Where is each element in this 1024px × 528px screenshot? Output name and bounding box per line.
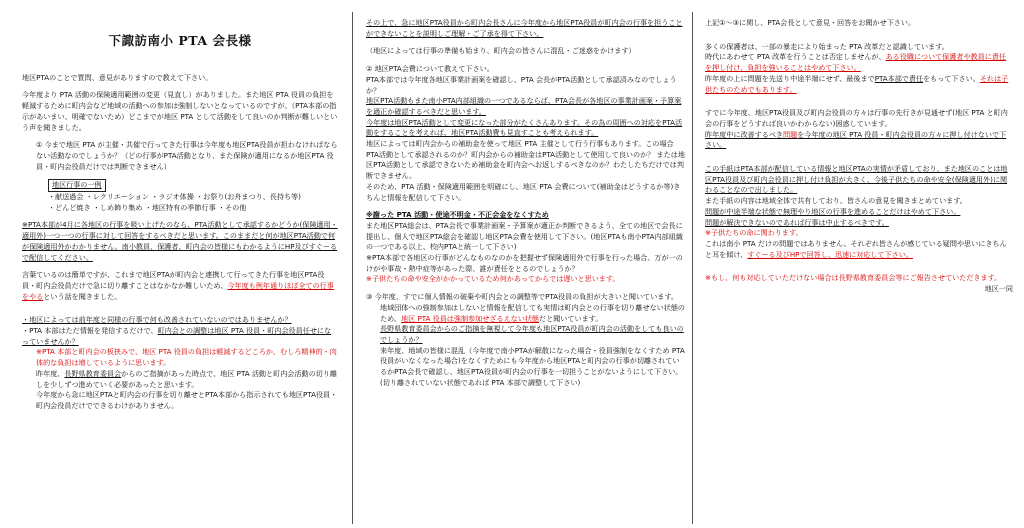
insurance-red-note: ※子供たちの命や安全がかかっているため何かあってからでは遅いと思います。	[366, 274, 620, 284]
event-list-item: ・献送過会 ・レクリエーション ・ラジオ体操 ・お祭り(お舟まつり、長持ち等)	[48, 192, 301, 202]
request-note: （地区によっては行事の準備も始まり、町内会の皆さんに混乱・ご迷惑をかけます）	[366, 46, 636, 56]
paragraph-pta-duty: 昨年度の上に問題を先送り中途半端にせず、最後までPTA本部で責任をもって下さい。それは子供たちのためでもあります。	[705, 73, 1009, 94]
column-divider-left	[352, 12, 353, 524]
notice-heading: ※謝った PTA 活動・使途不明金・不正会金をなくすため	[366, 210, 549, 220]
intro-paragraph: 今年度より PTA 活動の保険適用範囲の変更（見直し）がありました。また地区 PTA 役員の負担を軽減するために町内会など地域の活動への参加は強制しないとなっているのですが、（PTA本部の指示があいまい、明確でないため）どこまでが地区 PTA として活動をして良いのか判断が難しいという声を聞きました。	[22, 90, 338, 132]
paragraph-dont-push: 昨年度中に改善するべき問題を今年度の地区 PTA 役員・町内会役員の方々に押し付けないで下さい。	[705, 129, 1007, 150]
paragraph-separation: 今年度から急に地区PTAと町内会の行事を切り離せとPTA本部から指示されても地区PTA役員・町内会役員だけでできるわけがありません。	[36, 390, 338, 410]
request-explain: その上で、急に地区PTA役員から町内会長さんに今年度から地区PTA役員が町内会の行事を担うことができないことを説明しご理解・ご了承を得て下さい。	[366, 18, 683, 38]
notice-body: また地区PTA総会は、PTA会長で事業計画案・予算案が適正か判断できるよう、全ての地区で会長に提出し、個人で地区PTA総会を確認し地区PTA会費を使用して下さい。(地区PTAも南小PTA内部組織の一つである以上、校内PTAと統一して下さい)	[366, 220, 683, 252]
bullet-no-improvement: ・地区によっては前年度と同様の行事で何も改善されていないのではありませんか？	[22, 315, 292, 325]
question-2-p3: 今年度は地区PTA活動として変更になった部分がたくさんあります。その為の周囲への対応をPTA活動をすることを考えれば、地区PTA活動費も見直すことも考えられます。	[366, 117, 683, 138]
question-3-p2: 長野県教育委員会からのご指摘を無視して今年度も地区PTA役員が町内会の活動をしても良いのでしょうか？	[380, 324, 684, 344]
letter-column-2	[366, 18, 686, 522]
question-2-p1: PTA本部では今年度各地区事業計画案を確認し、PTA 会長がPTA活動として承認済みなのでしょうか？	[366, 74, 677, 95]
question-3-p3: 来年度、地域の皆様に混乱（今年度で南小PTAが解散になった場合・役員強制をなくすため PTA 役員がいなくなった場合)をなくすためにも今年度から地区PTAと町内会の行事が切離されているかPTA会長で確認し、地区PTA役員が町内会の行事を一切担うことがないようにして下さい。(切り離されていない状態であれば PTA 本部で調整して下さい)	[380, 345, 685, 387]
paragraph-responsibility: 時代にあわせて PTA 改革を行うことは否定しませんが、ある役職について保護者や教員に責任を押し付け、負担を強いることはやめて下さい。	[705, 52, 1007, 73]
greeting: 地区PTAのことで質問、意見がありますので教えて下さい。	[22, 72, 213, 82]
question-2-p2: 地区PTA活動もまた南小PTA内部組織の一つであるならば、PTA会長が各地区の事業計画案・予算案を適正か確認するべきだと思います。	[366, 96, 682, 116]
paragraph-reform: 多くの保護者は、一部の暴走により始まった PTA 改革だと認識しています。	[705, 41, 949, 51]
paragraph-respond: これは南小 PTA だけの問題ではありません。それぞれ皆さんが感じている疑問や思いにきちんと耳を傾け、すぐーる及びHPで回答し、迅速に対応して下さい。	[705, 238, 1007, 259]
paragraph-shared: また手紙の内容は地域全体で共有しており、皆さんの意見を聞きまとめています。	[705, 196, 967, 206]
event-list-item: ・どんど焼き ・しめ飾り集め ・地区特有の季節行事 ・その他	[48, 202, 247, 212]
signature: 地区一同	[984, 284, 1013, 294]
paragraph-cancel: 問題が解決できないのであれば行事は中止するべきです。	[705, 217, 889, 227]
question-3-heading: ③ 今年度、すでに個人情報の破棄や町内会との調整等でPTA役員の負担が大きいと聞いています。	[366, 292, 679, 302]
letter-column-3	[705, 18, 1013, 522]
bullet-coordination: ・PTA 本部はただ情報を発信するだけで、町内会との調整は地区 PTA 役員・町内会役員任せになっていませんか？	[22, 326, 332, 346]
insurance-question: ※PTA本部で各地区の行事がどんなものなのかを把握せず保険適用外で行事を行った場合、万が一のけがや事故・熱中症等があった際、誰が責任をとるのでしょうか？	[366, 253, 683, 273]
request-opinion: 上記①～③に関し、PTA会長として意見・回答をお聞かせ下さい。	[705, 18, 916, 27]
paragraph-last-year: 昨年度、長野県教育委員会からのご指摘があった時点で、地区 PTA 活動と町内会活動の切り離しを少しずつ進めていく必要があったと思います。	[36, 368, 337, 389]
event-examples	[22, 179, 338, 213]
question-1: ① 今まで地区 PTA が主催・共催で行ってきた行事は今年度も地区PTA役員が担わなければならない活動なのでしょうか？（どの行事がPTA活動となり、また保険が適用になるか地区PTA 役員・町内会役員だけでは判断できません）	[36, 140, 338, 171]
letter-column-1	[22, 18, 338, 522]
note-pta-approval: ※PTA本部が4月に各地区の行事を吸い上げたのなら、PTA活動として承認するかどうか(保険適用・適用外)一つ一つの行事に対して回答をするべきだと思います。このままだと何が地区PTA活動で何が保険適用外かわかりません。南小教員、保護者、町内会の皆様にもわかるようにHP及びすぐーるで配信してください。	[22, 220, 338, 262]
question-2-heading: ② 地区PTA会費について教えて下さい。	[366, 64, 494, 74]
question-2-subsidy: 地区によっては町内会からの補助金を使って地区 PTA 主催として行う行事もあります。この場合PTA活動として承認されるのか？町内会からの補助金はPTA活動として使用して良いのか？ または地区PTA活動として承認できないため補助金を町内会へお返しするべきなのか？わたしたちだけでは判断できません。	[366, 139, 685, 181]
column-divider-right	[692, 12, 693, 524]
final-red-warning: ※もし、何も対応していただけない場合は長野県教育委員会等にご報告させていただきます。	[705, 273, 1002, 283]
paragraph-letter-purpose: この手紙はPTA本部が配信している情報と地区PTAの実情が矛盾しており、また地区のことは地区PTA役員及び町内会役員に押し付け負担が大きく、今後子供たちの命や安全(保険適用外)に関わることなので出しました。	[705, 164, 1008, 195]
paragraph-this-year: 言葉ているのは簡単ですが、これまで地区PTAが町内会と連携して行ってきた行事を地区PTA役員・町内会役員だけで急に切り離すことはなかなか難しいため、今年度も例年通りほぼ全ての行事をやるという話を聞きました。	[22, 270, 334, 301]
event-examples-heading: 地区行事の一例	[48, 179, 106, 192]
question-2-request: そのため、PTA 活動・保険適用範囲を明確にし、地区 PTA 会費について(補助金はどうするか等)きちんと情報を配信して下さい。	[366, 181, 681, 202]
red-note-lives: ※子供たちの命に関わります。	[705, 228, 803, 238]
paragraph-confusion: すでに今年度、地区PTA役員及び町内会役員の方々は行事の先行きが見通せず(地区 PTA と町内会の行事をどうすれば良いかわからない)困惑しています。	[705, 108, 1008, 128]
question-3-p1: 地域団体への強制参加はしないと情報を配信しても実情は町内会との行事を切り離せない状態のため、地区 PTA 役員は強制参加せざるえない状態だと聞いています。	[380, 302, 686, 323]
paragraph-stop: 問題が中途半端な状態で無理やり地区の行事を進めることだけはやめて下さい。	[705, 206, 961, 216]
red-note-burden: ※PTA 本部と町内会の板挟みで、地区 PTA 役員の負担は軽減するどころか、むしろ精神的・肉体的な負担は増しているように思います。	[36, 347, 337, 368]
letter-title: 下諏訪南小 PTA 会長様	[108, 33, 252, 48]
